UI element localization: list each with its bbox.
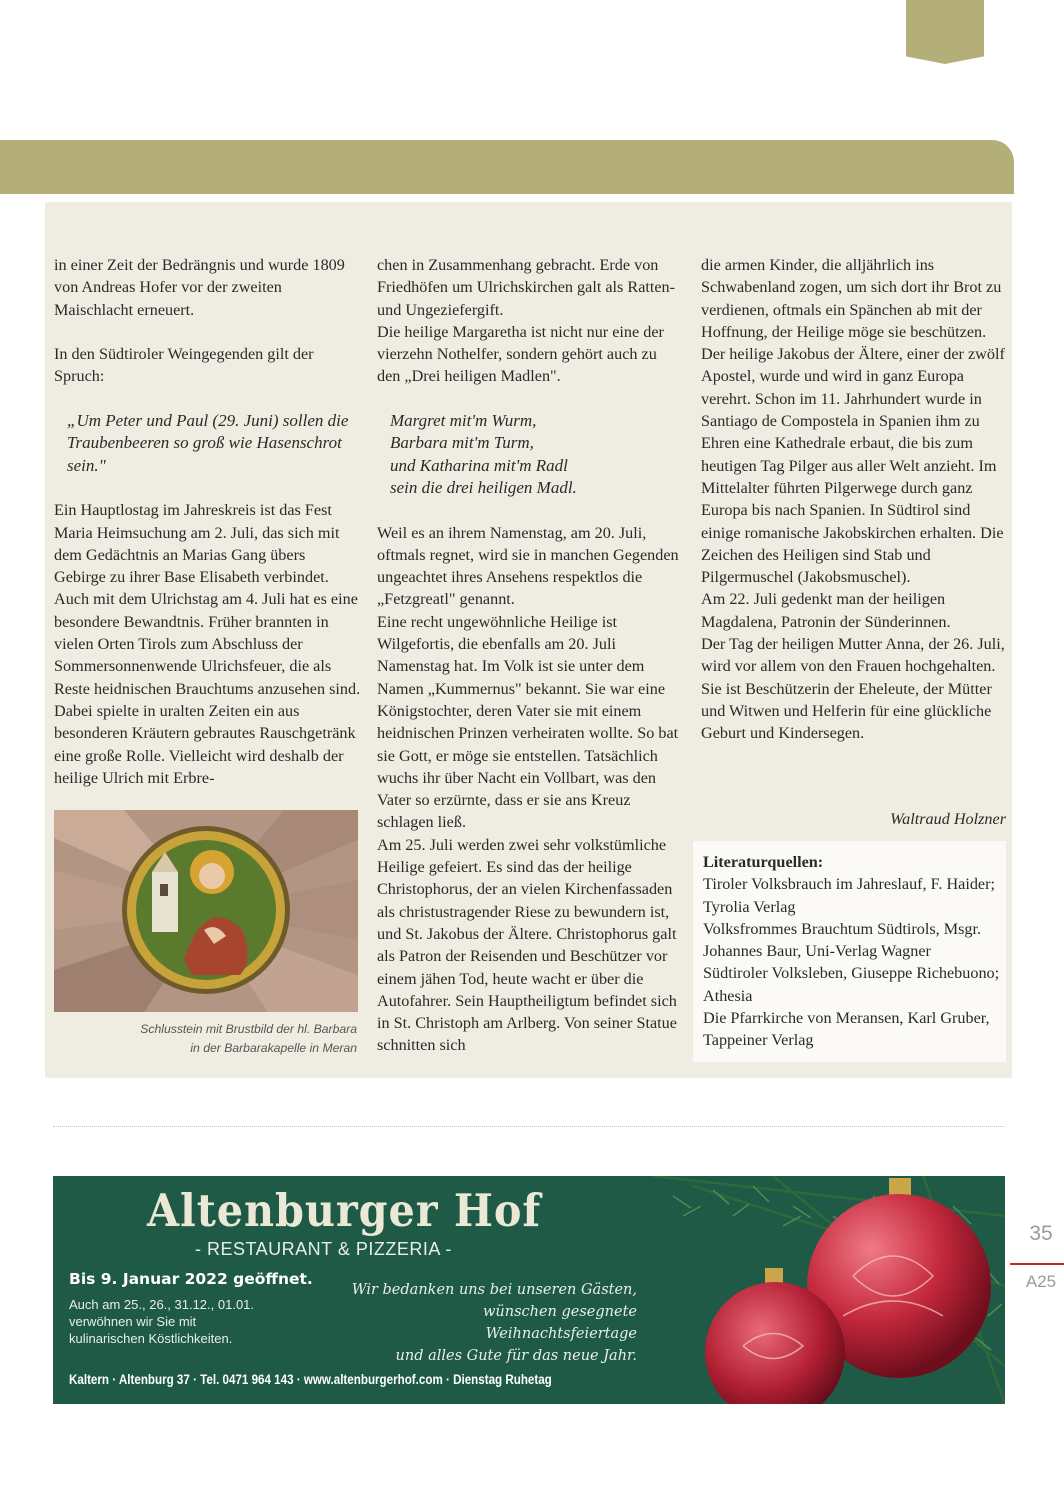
paragraph: Weil es an ihrem Namenstag, am 20. Juli, oftmals regnet, wird sie in manchen Gegenden ungeachtet ihres Ansehens respektlos die „Fetzgreatl" genannt. <box>377 523 679 609</box>
caption-line: in der Barbarakapelle in Meran <box>190 1041 357 1055</box>
paragraph: in einer Zeit der Bedrängnis und wurde 1809 von Andreas Hofer vor der zweiten Maischlacht erneuert. <box>54 256 345 319</box>
literature-entry: Die Pfarrkirche von Meransen, Karl Gruber, Tappeiner Verlag <box>703 1009 990 1050</box>
page-number: 35 <box>1029 1222 1053 1245</box>
thanks-message <box>331 1279 637 1367</box>
verse-block <box>377 410 684 499</box>
literature-entry: Volksfrommes Brauchtum Südtirols, Msgr. Johannes Baur, Uni-Verlag Wagner <box>703 919 982 961</box>
ad-text-line: Auch am 25., 26., 31.12., 01.01. <box>69 1297 255 1312</box>
photo-caption <box>54 1020 357 1058</box>
paragraph: die armen Kinder, die alljährlich ins Schwabenland zogen, um sich dort ihr Brot zu verdienen, oftmals ein Spänchen ab mit der Hoffnung, der Heilige möge sie beschützen. <box>701 256 1002 341</box>
keystone-image <box>54 810 358 1012</box>
page-code: A25 <box>1025 1272 1057 1291</box>
verse-line: Margret mit'm Wurm, <box>390 411 537 431</box>
paragraph: Am 25. Juli werden zwei sehr volkstümliche Heilige gefeiert. Es sind das der heilige Christophorus, der an vielen Kirchenfassaden als christustragender Riese zu bewundern ist, und St. Jakobus der Ältere. Christophorus galt als Patron der Reisenden und Beschützer vor einem jähen Tod, heute wacht er über die Autofahrer. Sein Hauptheiligtum befindet sich in St. Christoph am Arlberg. Von seiner Statue schnitten sich <box>377 835 677 1055</box>
restaurant-subtitle: - RESTAURANT & PIZZERIA - <box>195 1239 452 1259</box>
ad-text-line: verwöhnen wir Sie mit <box>69 1314 197 1329</box>
literature-title: Literaturquellen: <box>703 853 824 871</box>
article-column-1 <box>54 254 361 789</box>
ad-text-line: und alles Gute für das neue Jahr. <box>395 1348 637 1364</box>
paragraph: Eine recht ungewöhnliche Heilige ist Wilgefortis, die ebenfalls am 20. Juli Namenstag hat. Im Volk ist sie unter dem Namen „Kummernus" bekannt. Sie war eine Königstochter, deren Vater sie mit einem heidnischen Prinzen verheiraten wollte. So bat sie Gott, er möge sie entstellen. Tatsächlich wuchs ihr über Nacht ein Vollbart, was den Vater so erzürnte, dass er sie ans Kreuz schlagen ließ. <box>377 612 679 832</box>
ad-text-line: Wir bedanken uns bei unseren Gästen, <box>351 1282 637 1298</box>
quote-verse: „Um Peter und Paul (29. Juni) sollen die Traubenbeeren so groß wie Hasenschrot sein." <box>67 411 349 475</box>
restaurant-name: Altenburger Hof <box>147 1184 542 1237</box>
paragraph: Der Tag der heiligen Mutter Anna, der 26. Juli, wird vor allem von den Frauen hochgehalten. Sie ist Beschützerin der Eheleute, der Mütter und Witwen und Helferin für eine glückliche Geburt und Kindersegen. <box>701 635 1005 743</box>
ad-text-line: kulinarischen Köstlichkeiten. <box>69 1331 233 1346</box>
ad-text-line: wünschen gesegnete Weihnachtsfeiertage <box>482 1304 637 1342</box>
caption-line: Schlusstein mit Brustbild der hl. Barbara <box>140 1022 357 1036</box>
article-column-3 <box>701 254 1006 745</box>
page-number-divider <box>1010 1263 1064 1265</box>
contact-line: Kaltern · Altenburg 37 · Tel. 0471 964 143 · www.altenburgerhof.com · Dienstag Ruhetag <box>69 1372 552 1387</box>
verse-line: sein die drei heiligen Madl. <box>390 477 577 497</box>
paragraph: In den Südtiroler Weingegenden gilt der Spruch: <box>54 345 314 386</box>
literature-box <box>693 841 1006 1062</box>
paragraph: Am 22. Juli gedenkt man der heiligen Magdalena, Patronin der Sünderinnen. <box>701 590 951 631</box>
verse-line: und Katharina mit'm Radl <box>390 455 568 475</box>
top-tab-marker <box>906 0 984 64</box>
verse-line: Barbara mit'm Turm, <box>390 433 534 453</box>
literature-entry: Tiroler Volksbrauch im Jahreslauf, F. Haider; Tyrolia Verlag <box>703 875 995 916</box>
paragraph: Der heilige Jakobus der Ältere, einer der zwölf Apostel, wurde und wird in ganz Europa verehrt. Schon im 11. Jahrhundert wurde in Santiago de Compostela in Spanien ihm zu Ehren eine Kathedrale erbaut, die bis zum heutigen Tag Pilger aus aller Welt anzieht. Im Mittelalter führten Pilgerwege durch ganz Europa bis nach Spanien. In Südtirol sind einige romanische Jakobskirchen erhalten. Die Zeichen des Heiligen sind Stab und Pilgermuschel (Jakobsmuschel). <box>701 345 1005 587</box>
paragraph: chen in Zusammenhang gebracht. Erde von Friedhöfen um Ulrichskirchen galt als Ratten- und Ungeziefergift. <box>377 256 676 319</box>
opening-notice: Bis 9. Januar 2022 geöffnet. <box>69 1270 313 1288</box>
separator-line <box>53 1126 1005 1127</box>
holiday-days <box>69 1296 329 1347</box>
literature-entry: Südtiroler Volksleben, Giuseppe Richebuono; Athesia <box>703 964 1000 1005</box>
paragraph: Ein Hauptlostag im Jahreskreis ist das Fest Maria Heimsuchung am 2. Juli, das sich mit dem Gedächtnis an Marias Gang übers Gebirge zu ihrer Base Elisabeth verbindet. Auch mit dem Ulrichstag am 4. Juli hat es eine besondere Bewandtnis. Früher brannten in vielen Orten Tirols zum Abschluss der Sommersonnenwende Ulrichsfeuer, die als Reste heidnischen Brauchtums anzusehen sind. Dabei spielte in uralten Zeiten ein aus besonderen Kräutern gebrautes Rauschgetränk eine große Rolle. Vielleicht wird deshalb der heilige Ulrich mit Erbre- <box>54 501 361 787</box>
article-column-2 <box>377 254 684 1057</box>
header-band <box>0 140 1014 194</box>
article-panel <box>45 202 1012 1078</box>
author-name: Waltraud Holzner <box>890 810 1006 828</box>
keystone-photo <box>54 810 358 1012</box>
christmas-ornaments-image <box>593 1176 1005 1404</box>
paragraph: Die heilige Margaretha ist nicht nur eine der vierzehn Nothelfer, sondern gehört auch zu den „Drei heiligen Madlen". <box>377 322 664 386</box>
restaurant-advertisement <box>53 1176 1005 1404</box>
